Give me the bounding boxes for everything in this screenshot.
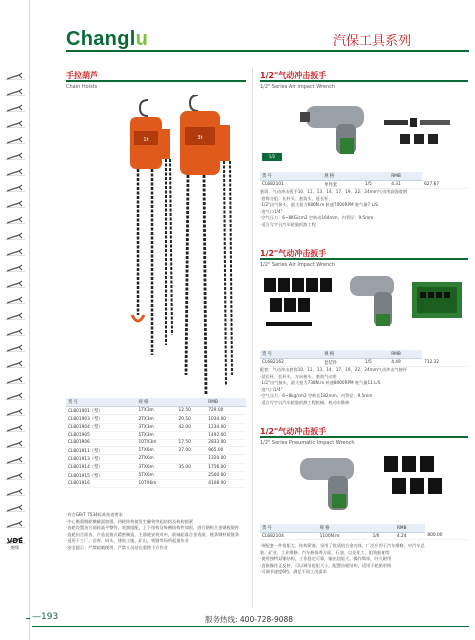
table-header-cell: 货 号 — [260, 524, 318, 533]
hammer-icon — [5, 116, 25, 128]
table-header-cell: RMB — [395, 524, 425, 533]
table-cell: 1756.00 — [206, 463, 246, 471]
table-header-cell: RMB — [206, 398, 246, 407]
ladder-icon — [5, 468, 25, 480]
table-cell: CL801915（型） — [66, 472, 137, 480]
table-cell: 4.24 — [395, 533, 425, 540]
table-cell: 729.00 — [206, 407, 246, 415]
screwdriver-icon — [5, 100, 25, 112]
table-cell — [177, 432, 207, 439]
impact-wrench-image-3 — [300, 448, 460, 518]
saw-icon — [5, 148, 25, 160]
table-cell: 965.00 — [206, 446, 246, 454]
table-cell: CL801916 — [66, 480, 137, 487]
table-cell — [177, 472, 207, 480]
table-cell: 712.32 — [422, 359, 468, 367]
table-header-cell: 货 号 — [260, 350, 322, 359]
chisel-icon — [5, 276, 25, 288]
bit-icon — [5, 324, 25, 336]
section1-title: 1/2"气动冲击扳手 — [260, 71, 327, 80]
table-cell: CL682101 — [260, 181, 322, 189]
hoist-row — [66, 463, 246, 471]
hoist-table — [66, 398, 246, 488]
pliers-icon — [5, 84, 25, 96]
punch-icon — [5, 308, 25, 320]
table-cell: CL682162 — [260, 359, 322, 367]
table-cell: 1/5 — [363, 359, 389, 367]
table-cell: 1234.00 — [206, 423, 246, 431]
table-header-cell — [177, 398, 207, 407]
svg-text:1t: 1t — [143, 137, 149, 143]
left-notes: ·符合GB/T 7534标准检查要求 ·中心衡重链轮横截面加强，四轮结构使发生解构突起结构及机构锁紧 ·齿轮设置齿合面较高平整性，装卸组配，上下结构及每横结构件加固，进行钢机合金钢板锻件 ·直轮齿合面齿，产品直接式精密制造，主筋轮安装对中，前轴起落合金表面，链条钢材质链条 ·适用于工厂、仓库、码头、建筑工地、矿山、铁路等场所起重作业 ·安全提示：严禁超载使用，严禁人员站在重物下方作业 — [66, 512, 240, 550]
vde-label: VDE — [6, 537, 23, 545]
svg-text:3t: 3t — [197, 135, 203, 141]
table-cell: 10TX3m — [137, 439, 177, 446]
left-section-subtitle: Chain Hoists — [66, 84, 98, 90]
table-cell: 1100N.m — [318, 533, 371, 540]
section1-table — [260, 172, 468, 189]
table-header-cell — [371, 524, 395, 533]
section3-title: 1/2"气动冲击扳手 — [260, 427, 327, 436]
section2-row — [260, 359, 468, 367]
page-number: —193 — [32, 612, 59, 622]
table-header-cell: 规 格 — [322, 172, 363, 181]
hoist-row — [66, 432, 246, 439]
tester-icon — [5, 452, 25, 464]
table-cell: 1492.00 — [206, 432, 246, 439]
section3-title-bar — [260, 436, 468, 438]
socket-icon — [5, 132, 25, 144]
table-cell: 2TX3m — [137, 415, 177, 423]
footer-rule — [32, 626, 469, 627]
table-cell: 42.00 — [177, 423, 207, 431]
section1-notes: 套筒：气动冲击扳手10、11、13、14、17、19、22、24mm气动用高强度钢 ·套筒分组：长杆头、套筒头、延长杆、 ·1/2"出气接头，最大扭力680N.m 转速7000RPM 耗气量7 L/S ·进气口1/4" ·空气压力：6~8KG/cm2 空转动164mm，内管径：9.5mm ·适合写字台汽车轮胎拆卸工程 — [260, 189, 408, 227]
left-section-title: 手拉葫芦 — [66, 71, 98, 80]
section2-title: 1/2"气动冲击扳手 — [260, 249, 327, 258]
wrench-icon — [5, 68, 25, 80]
table-cell: CL801914（型） — [66, 463, 137, 471]
table-cell: CL801903（型） — [66, 415, 137, 423]
level-icon — [5, 228, 25, 240]
section2-notes: 配套：气动冲击套筒10、11、13、14、17、19、22、24mm气动冲击气接杆 ·延长杆、长杆头、万向接头、套筒气动用 ·1/2"出气接头，最大扭力738N.m 转速8000RPM 耗气量11 L/S ·进气口1/4" ·空气压力：6~8kg/cm2 空转长182mm，内管径：9.5mm ·适合写字台汽车轮胎拆卸工程机械、机动车维修 — [260, 367, 408, 405]
column-divider — [252, 68, 253, 608]
table-cell: CL801911（型） — [66, 446, 137, 454]
table-cell: 套装件 — [322, 359, 363, 367]
light-icon — [5, 500, 25, 512]
section3-subtitle: 1/2" Series Pneumatic Impact Wrench — [260, 440, 355, 446]
table-cell: 1/5 — [363, 181, 389, 189]
section3-table — [260, 524, 468, 540]
table-cell: CL801906 — [66, 439, 137, 446]
table-cell: CL801913（型） — [66, 455, 137, 463]
table-cell: CL801901（型） — [66, 407, 137, 415]
table-cell: 2500.00 — [206, 472, 246, 480]
jack-icon — [5, 516, 25, 528]
table-cell: 单件套 — [322, 181, 363, 189]
table-cell: 3TX6m — [137, 463, 177, 471]
section2-table — [260, 350, 468, 367]
table-cell: 27.00 — [177, 446, 207, 454]
clamp-icon — [5, 244, 25, 256]
table-cell: 2833.00 — [206, 439, 246, 446]
hoist-row — [66, 415, 246, 423]
impact-wrench-kit-image — [262, 270, 467, 340]
hoist-row — [66, 472, 246, 480]
spanner-icon — [5, 164, 25, 176]
table-header-cell: 规 格 — [322, 350, 363, 359]
hoist-row — [66, 423, 246, 431]
table-header-cell: RMB — [389, 350, 422, 359]
vise-icon — [5, 404, 25, 416]
table-cell — [177, 455, 207, 463]
table-cell: 2TX6m — [137, 455, 177, 463]
torch-icon — [5, 420, 25, 432]
tape-icon — [5, 196, 25, 208]
file-icon — [5, 260, 25, 272]
section3-notes: ·带配套一件扭矩大、结构紧凑、采用了优质铝合金壳体，广泛应用于汽车维修、中汽车总 装、矿业、工业维修、汽车修保养方面，石油、以及化工、组装船舶等 ·使用独特双锤结构，工作稳定可靠，输出扭矩大，操作简单，经久耐用 ·直接操作正反转，可以调节扭矩大小，配置齿轮结构，适用于轮胎更换 ·可调节速度6档，满足不同工况需求 — [260, 543, 425, 575]
table-header-cell: RMB — [389, 172, 422, 181]
drill-icon — [5, 180, 25, 192]
vde-sub: 绝缘 — [11, 545, 19, 550]
table-cell: CL682104 — [260, 533, 318, 540]
table-cell: 800.00 — [425, 533, 468, 540]
cutter-icon — [5, 388, 25, 400]
table-cell: CL801904（型） — [66, 423, 137, 431]
table-cell: 1034.00 — [206, 415, 246, 423]
table-cell: 1320.00 — [206, 455, 246, 463]
section1-subtitle: 1/2" Series Air Impact Wrench — [260, 84, 336, 90]
table-header-cell: 货 号 — [260, 172, 322, 181]
section1-green-tag: 1/2 — [262, 153, 282, 161]
service-hotline: 服务热线: 400-728-9088 — [205, 615, 294, 624]
table-cell: 4108.00 — [206, 480, 246, 487]
header-rule — [66, 50, 469, 52]
table-cell: 12.50 — [177, 407, 207, 415]
section2-title-bar — [260, 258, 468, 260]
section3-row — [260, 533, 468, 540]
table-cell: 1TX3m — [137, 407, 177, 415]
vde-badge — [4, 537, 26, 551]
hoist-row — [66, 480, 246, 487]
table-cell: 35.00 — [177, 463, 207, 471]
hoist-row — [66, 455, 246, 463]
section1-row — [260, 181, 468, 189]
table-header-cell — [363, 172, 389, 181]
series-title: 汽保工具系列 — [333, 34, 412, 49]
glove-icon — [5, 484, 25, 496]
table-header-cell: 货 号 — [66, 398, 137, 407]
knife-icon — [5, 212, 25, 224]
table-cell: 4.31 — [389, 181, 422, 189]
hoist-row — [66, 407, 246, 415]
table-header-cell — [363, 350, 389, 359]
left-title-bar — [66, 80, 246, 82]
hoist-row — [66, 439, 246, 446]
table-cell: 17.50 — [177, 439, 207, 446]
chain-hoist-image — [112, 95, 237, 395]
table-cell: 5TX6m — [137, 472, 177, 480]
table-cell: 4.49 — [389, 359, 422, 367]
section2-subtitle: 1/2" Series Air Impact Wrench — [260, 262, 336, 268]
table-cell: 10TX6m — [137, 480, 177, 487]
meter-icon — [5, 340, 25, 352]
impact-wrench-image-1 — [300, 90, 460, 162]
table-header-cell: 规 格 — [137, 398, 177, 407]
table-cell: 1/6 — [371, 533, 395, 540]
table-cell — [177, 480, 207, 487]
section1-title-bar — [260, 80, 468, 82]
table-cell: 3TX3m — [137, 423, 177, 431]
table-header-cell: 规 格 — [318, 524, 371, 533]
table-cell: 1TX6m — [137, 446, 177, 454]
table-cell: CL801905 — [66, 432, 137, 439]
table-cell: 627.67 — [422, 181, 468, 189]
box-icon — [5, 436, 25, 448]
gauge-icon — [5, 372, 25, 384]
scissors-icon — [5, 292, 25, 304]
brand-logo: Changlu — [66, 28, 149, 50]
hex-key-icon — [5, 356, 25, 368]
hoist-row — [66, 446, 246, 454]
table-cell: 5TX3m — [137, 432, 177, 439]
table-cell: 20.50 — [177, 415, 207, 423]
